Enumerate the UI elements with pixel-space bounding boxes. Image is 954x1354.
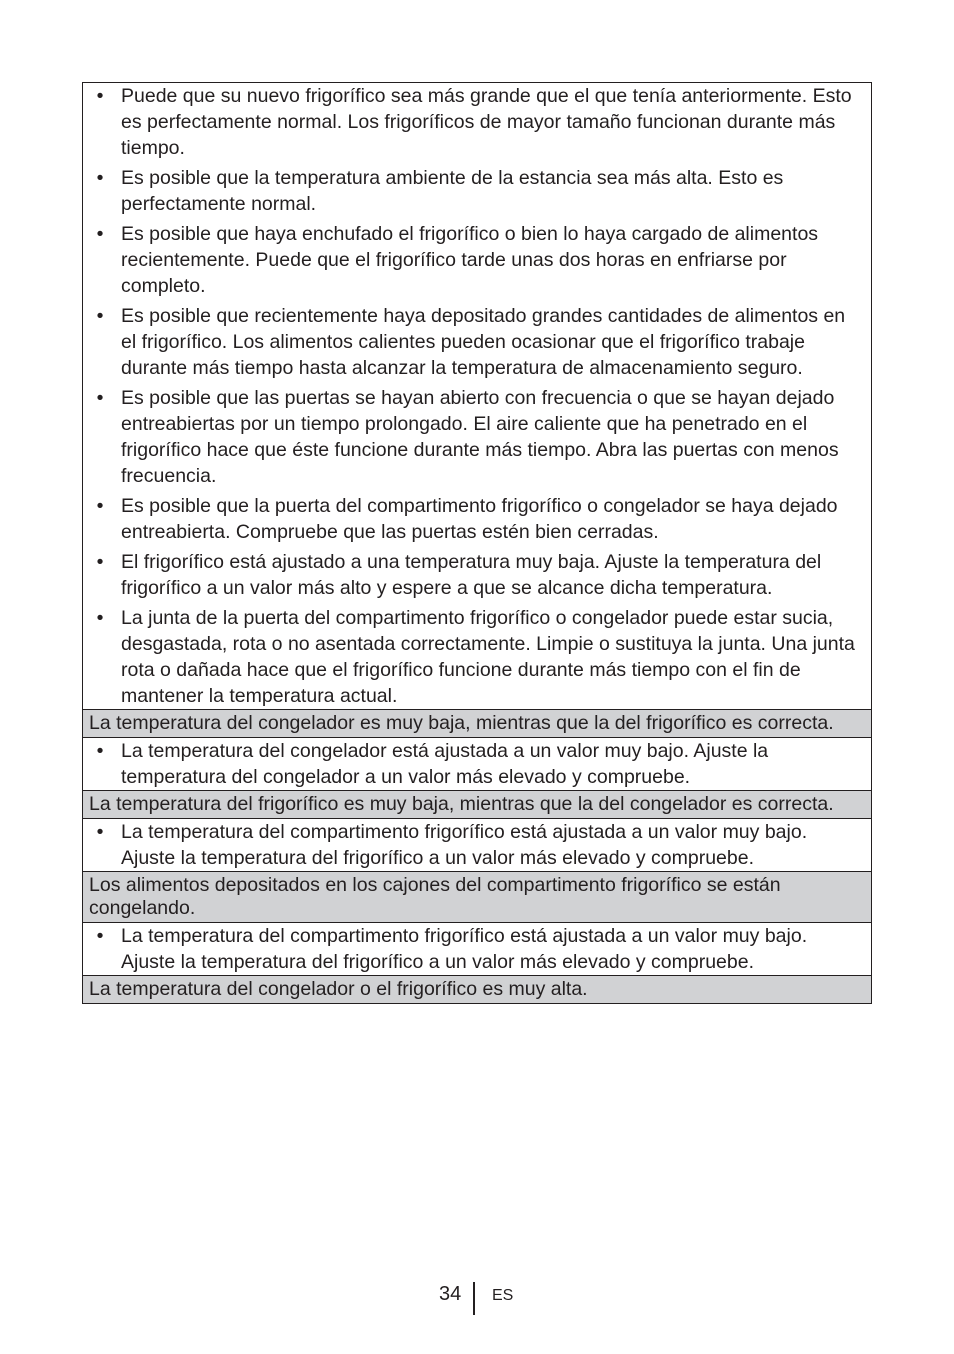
list-item: • Es posible que la puerta del compartimento frigorífico o congelador se haya dejado entreabierta. Compruebe que las puertas estén bien cerradas.	[83, 493, 861, 545]
causes-list	[83, 83, 871, 709]
causes-list	[83, 818, 871, 871]
problem-header: Los alimentos depositados en los cajones del compartimento frigorífico se están congelando.	[83, 871, 871, 922]
list-item: • Es posible que la temperatura ambiente de la estancia sea más alta. Esto es perfectamente normal.	[83, 165, 861, 217]
list-item: • La temperatura del congelador está ajustada a un valor muy bajo. Ajuste la temperatura del congelador a un valor más elevado y compruebe.	[83, 738, 861, 790]
page-number: 34	[439, 1283, 462, 1305]
bullet-icon: •	[96, 167, 104, 189]
problem-header: La temperatura del congelador o el frigorífico es muy alta.	[83, 975, 871, 1003]
list-item: • Puede que su nuevo frigorífico sea más grande que el que tenía anteriormente. Esto es perfectamente normal. Los frigoríficos de mayor tamaño funcionan durante más tiempo.	[83, 83, 861, 161]
list-item: • Es posible que recientemente haya depositado grandes cantidades de alimentos en el frigorífico. Los alimentos calientes pueden ocasionar que el frigorífico trabaje durante más tiempo hasta alcanzar la temperatura de almacenamiento seguro.	[83, 303, 861, 381]
problem-header: La temperatura del frigorífico es muy baja, mientras que la del congelador es correcta.	[83, 790, 871, 818]
bullet-icon: •	[96, 740, 104, 762]
causes-list	[83, 922, 871, 975]
bullet-icon: •	[96, 551, 104, 573]
bullet-icon: •	[96, 305, 104, 327]
list-item: • Es posible que las puertas se hayan abierto con frecuencia o que se hayan dejado entreabiertas por un tiempo prolongado. El aire caliente que ha penetrado en el frigorífico hace que éste funcione durante más tiempo. Abra las puertas con menos frecuencia.	[83, 385, 861, 489]
bullet-icon: •	[96, 607, 104, 629]
bullet-icon: •	[96, 223, 104, 245]
list-item: • La junta de la puerta del compartimento frigorífico o congelador puede estar sucia, desgastada, rota o no asentada correctamente. Limpie o sustituya la junta. Una junta rota o dañada hace que el frigorífico funcione durante más tiempo con el fin de mantener la temperatura actual.	[83, 605, 861, 709]
page-footer	[0, 1282, 954, 1316]
footer-divider	[473, 1282, 475, 1315]
troubleshooting-table	[82, 82, 872, 1004]
list-item: • El frigorífico está ajustado a una temperatura muy baja. Ajuste la temperatura del frigorífico a un valor más alto y espere a que se alcance dicha temperatura.	[83, 549, 861, 601]
problem-header: La temperatura del congelador es muy baja, mientras que la del frigorífico es correcta.	[83, 709, 871, 737]
list-item: • La temperatura del compartimento frigorífico está ajustada a un valor muy bajo. Ajuste la temperatura del frigorífico a un valor más elevado y compruebe.	[83, 819, 861, 871]
bullet-icon: •	[96, 821, 104, 843]
list-item: • Es posible que haya enchufado el frigorífico o bien lo haya cargado de alimentos recientemente. Puede que el frigorífico tarde unas dos horas en enfriarse por completo.	[83, 221, 861, 299]
causes-list	[83, 737, 871, 790]
bullet-icon: •	[96, 387, 104, 409]
bullet-icon: •	[96, 495, 104, 517]
bullet-icon: •	[96, 85, 104, 107]
list-item: • La temperatura del compartimento frigorífico está ajustada a un valor muy bajo. Ajuste la temperatura del frigorífico a un valor más elevado y compruebe.	[83, 923, 861, 975]
language-code: ES	[492, 1287, 514, 1304]
bullet-icon: •	[96, 925, 104, 947]
